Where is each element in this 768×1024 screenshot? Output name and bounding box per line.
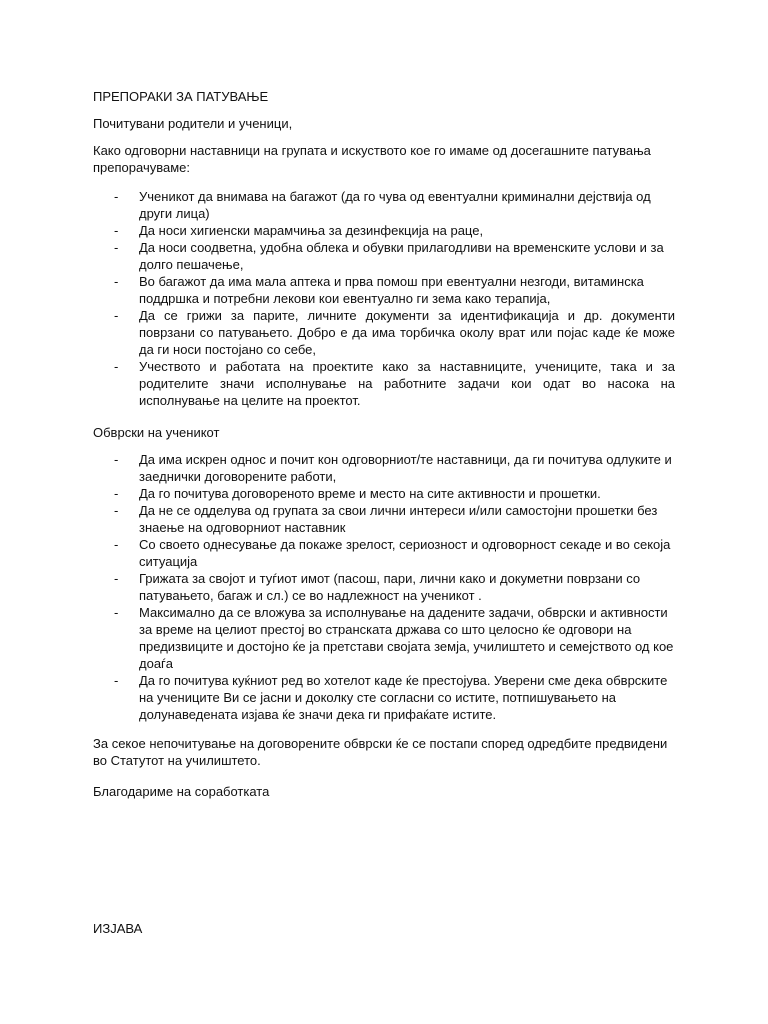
list-item [93, 222, 675, 239]
list-item-text: Да го почитува куќниот ред во хотелот каде ќе престојува. Уверени сме дека обврските на учениците Ви се јасни и доколку сте согласни со истите, потпишувањето на долунаведената изјава ќе значи дека ги прифаќате истите. [139, 673, 668, 722]
list-item [93, 672, 675, 723]
declaration-title: ИЗЈАВА [93, 921, 143, 936]
list-item-text: Ученикот да внимава на багажот (да го чува од евентуални криминални дејствија од други лица) [139, 189, 651, 221]
list-item-text: Да се грижи за парите, личните документи за идентификација и др. документи поврзани со патувањето. Добро е да има торбичка околу врат или појас каде ќе може да ги носи постојано со себе, [139, 308, 675, 357]
list-item [93, 239, 675, 273]
bullet-dash: - [114, 189, 119, 204]
list-item [93, 604, 675, 672]
thanks-text: Благодариме на соработката [93, 784, 270, 799]
bullet-dash: - [114, 571, 119, 586]
bullet-dash: - [114, 605, 119, 620]
list-item [93, 451, 675, 485]
bullet-dash: - [114, 503, 119, 518]
document-title: ПРЕПОРАКИ ЗА ПАТУВАЊЕ [93, 89, 269, 104]
greeting-text: Почитувани родители и ученици, [93, 116, 293, 131]
bullet-dash: - [114, 274, 119, 289]
bullet-dash: - [114, 537, 119, 552]
list-item-text: Со своето однесување да покаже зрелост, сериозност и одговорност секаде и во секоја ситуација [139, 537, 671, 569]
obligations-list [93, 451, 675, 723]
consequences-text: За секое непочитување на договорените обврски ќе се постапи според одредбите предвидени во Статутот на училиштето. [93, 736, 668, 768]
bullet-dash: - [114, 359, 119, 374]
list-item [93, 188, 675, 222]
bullet-dash: - [114, 223, 119, 238]
bullet-dash: - [114, 452, 119, 467]
list-item-text: Да не се одделува од групата за свои лични интереси и/или самостојни прошетки без знаење на одговорниот наставник [139, 503, 658, 535]
list-item-text: Грижата за својот и туѓиот имот (пасош, пари, лични како и докуметни поврзани со патувањето, багаж и сл.) се во надлежност на ученикот . [139, 571, 641, 603]
bullet-dash: - [114, 673, 119, 688]
obligations-heading: Обврски на ученикот [93, 425, 220, 440]
list-item-text: Учеството и работата на проектите како за наставниците, учениците, така и за родителите значи исполнување на работните задачи кои одат во насока на исполнување на целите на проектот. [139, 359, 675, 408]
bullet-dash: - [114, 486, 119, 501]
list-item [93, 273, 675, 307]
list-item [93, 570, 675, 604]
document-page [93, 88, 675, 810]
bullet-dash: - [114, 240, 119, 255]
list-item-text: Максимално да се вложува за исполнување на дадените задачи, обврски и активности за време на целиот престој во странската држава со што целосно ќе одговори на предизвиците и достојно ќе ја претстави својата земја, училиштето и семејството од кое доаѓа [139, 605, 674, 671]
intro-text: Како одговорни наставници на групата и искуството кое го имаме од досегашните патувања препорачуваме: [93, 143, 651, 175]
list-item [93, 536, 675, 570]
recommendations-list [93, 188, 675, 409]
list-item-text: Да носи хигиенски марамчиња за дезинфекција на раце, [139, 223, 484, 238]
list-item [93, 485, 675, 502]
list-item-text: Да носи соодветна, удобна облека и обувки прилагодливи на временските услови и за долго пешачење, [139, 240, 664, 272]
bullet-dash: - [114, 308, 119, 323]
list-item-text: Во багажот да има мала аптека и прва помош при евентуални незгоди, витаминска поддршка и потребни лекови кои евентуално ги зема како терапија, [139, 274, 644, 306]
list-item [93, 502, 675, 536]
list-item [93, 358, 675, 409]
list-item-text: Да го почитува договореното време и место на сите активности и прошетки. [139, 486, 601, 501]
list-item-text: Да има искрен однос и почит кон одговорниот/те наставници, да ги почитува одлуките и заеднички договорените работи, [139, 452, 672, 484]
list-item [93, 307, 675, 358]
